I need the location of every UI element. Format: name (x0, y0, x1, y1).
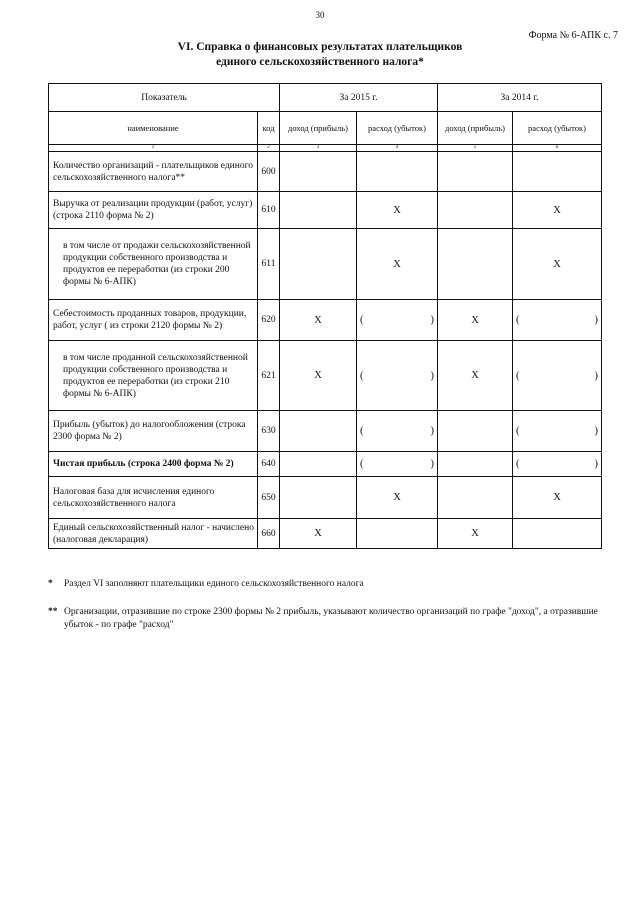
header-code: код (258, 112, 280, 145)
footnote-1 (48, 578, 608, 591)
page-number: 30 (315, 10, 325, 20)
cell-income-2014[interactable] (438, 152, 513, 192)
footnote-2 (48, 606, 608, 632)
paren-open: ( (516, 425, 520, 437)
cell-income-2014-x: X (438, 519, 513, 549)
table-row-630 (49, 411, 602, 452)
table-row-640 (49, 452, 602, 477)
footnote-text-1: Раздел VI заполняют плательщики единого сельскохозяйственного налога (64, 579, 364, 589)
row-code: 660 (258, 519, 280, 549)
cell-expense-2014[interactable] (513, 341, 602, 411)
table-row-660 (49, 519, 602, 549)
cell-expense-2015[interactable] (357, 341, 438, 411)
cell-income-2014-x: X (438, 341, 513, 411)
header-year-2014: За 2014 г. (438, 84, 602, 112)
cell-income-2015-x: X (280, 300, 357, 341)
cell-income-2014[interactable] (438, 452, 513, 477)
section-title (0, 40, 640, 70)
cell-income-2015[interactable] (280, 192, 357, 229)
title-line-1: VI. Справка о финансовых результатах плательщиков (177, 41, 463, 53)
row-name: в том числе от продажи сельскохозяйственной продукции собственного производства и продуктов ее переработки (из строки 200 формы № 6-АПК) (49, 229, 258, 300)
header-expense-2015: расход (убыток) (357, 112, 438, 145)
col-num-2: 2 (258, 145, 280, 152)
table-row-600 (49, 152, 602, 192)
row-code: 600 (258, 152, 280, 192)
paren-open: ( (360, 370, 364, 381)
paren-open: ( (516, 314, 520, 326)
cell-income-2015[interactable] (280, 477, 357, 519)
paren-open: ( (516, 458, 520, 470)
cell-expense-2014[interactable] (513, 300, 602, 341)
col-num-6: 6 (513, 145, 602, 152)
row-code: 621 (258, 341, 280, 411)
header-year-2015: За 2015 г. (280, 84, 438, 112)
row-code: 611 (258, 229, 280, 300)
paren-close: ) (594, 314, 598, 326)
row-name: Себестоимость проданных товаров, продукции, работ, услуг ( из строки 2120 формы № 2) (49, 300, 258, 341)
paren-close: ) (594, 458, 598, 470)
paren-open: ( (516, 370, 520, 381)
header-expense-2014: расход (убыток) (513, 112, 602, 145)
row-name: Количество организаций - плательщиков единого сельскохозяйственного налога** (49, 152, 258, 192)
header-income-2015: доход (прибыль) (280, 112, 357, 145)
row-code: 650 (258, 477, 280, 519)
cell-expense-2015-x: X (357, 229, 438, 300)
row-name: Единый сельскохозяйственный налог - начислено (налоговая декларация) (49, 519, 258, 549)
paren-open: ( (360, 425, 364, 437)
row-code: 640 (258, 452, 280, 477)
cell-income-2014[interactable] (438, 411, 513, 452)
row-name: в том числе проданной сельскохозяйственной продукции собственного производства и продуктов ее переработки (из строки 210 формы № 6-АПК) (49, 341, 258, 411)
cell-expense-2014[interactable] (513, 152, 602, 192)
row-code: 620 (258, 300, 280, 341)
table-row-610 (49, 192, 602, 229)
form-reference: Форма № 6-АПК с. 7 (528, 30, 618, 41)
paren-close: ) (430, 370, 434, 381)
cell-expense-2014[interactable] (513, 452, 602, 477)
cell-income-2014[interactable] (438, 229, 513, 300)
cell-expense-2014-x: X (513, 229, 602, 300)
paren-close: ) (430, 425, 434, 437)
cell-expense-2014[interactable] (513, 519, 602, 549)
cell-income-2014-x: X (438, 300, 513, 341)
col-num-3: 3 (280, 145, 357, 152)
cell-expense-2014-x: X (513, 192, 602, 229)
row-code: 630 (258, 411, 280, 452)
financial-results-table (48, 83, 602, 549)
cell-income-2015-x: X (280, 341, 357, 411)
row-code: 610 (258, 192, 280, 229)
paren-open: ( (360, 458, 364, 470)
footnote-text-2: Организации, отразившие по строке 2300 формы № 2 прибыль, указывают количество организаций по графе "доход", а отразившие убыток - по графе "расход" (64, 607, 598, 630)
cell-income-2015[interactable] (280, 229, 357, 300)
cell-income-2015[interactable] (280, 152, 357, 192)
header-indicator: Показатель (49, 84, 280, 112)
cell-expense-2015-x: X (357, 192, 438, 229)
cell-income-2014[interactable] (438, 477, 513, 519)
cell-expense-2014[interactable] (513, 411, 602, 452)
col-num-5: 5 (438, 145, 513, 152)
paren-close: ) (594, 370, 598, 381)
cell-income-2014[interactable] (438, 192, 513, 229)
cell-expense-2015[interactable] (357, 452, 438, 477)
cell-expense-2015[interactable] (357, 411, 438, 452)
header-row-column-numbers (49, 145, 602, 152)
table-row-611 (49, 229, 602, 300)
table-row-620 (49, 300, 602, 341)
header-row-sub (49, 112, 602, 145)
paren-close: ) (594, 425, 598, 437)
col-num-1: 1 (49, 145, 258, 152)
row-name: Чистая прибыль (строка 2400 форма № 2) (49, 452, 258, 477)
paren-open: ( (360, 314, 364, 326)
row-name: Прибыль (убыток) до налогообложения (строка 2300 форма № 2) (49, 411, 258, 452)
footnote-mark-1: * (48, 579, 53, 589)
cell-expense-2015[interactable] (357, 300, 438, 341)
cell-expense-2015-x: X (357, 477, 438, 519)
title-line-2: единого сельскохозяйственного налога* (216, 56, 424, 68)
footnote-mark-2: ** (48, 607, 58, 617)
cell-income-2015[interactable] (280, 411, 357, 452)
header-income-2014: доход (прибыль) (438, 112, 513, 145)
paren-close: ) (430, 314, 434, 326)
header-row-main (49, 84, 602, 112)
col-num-4: 4 (357, 145, 438, 152)
table-row-621 (49, 341, 602, 411)
paren-close: ) (430, 458, 434, 470)
cell-expense-2015[interactable] (357, 152, 438, 192)
row-name: Выручка от реализации продукции (работ, услуг) (строка 2110 форма № 2) (49, 192, 258, 229)
cell-income-2015-x: X (280, 519, 357, 549)
row-name: Налоговая база для исчисления единого сельскохозяйственного налога (49, 477, 258, 519)
cell-expense-2014-x: X (513, 477, 602, 519)
cell-expense-2015[interactable] (357, 519, 438, 549)
cell-income-2015[interactable] (280, 452, 357, 477)
table-row-650 (49, 477, 602, 519)
header-name: наименование (49, 112, 258, 145)
